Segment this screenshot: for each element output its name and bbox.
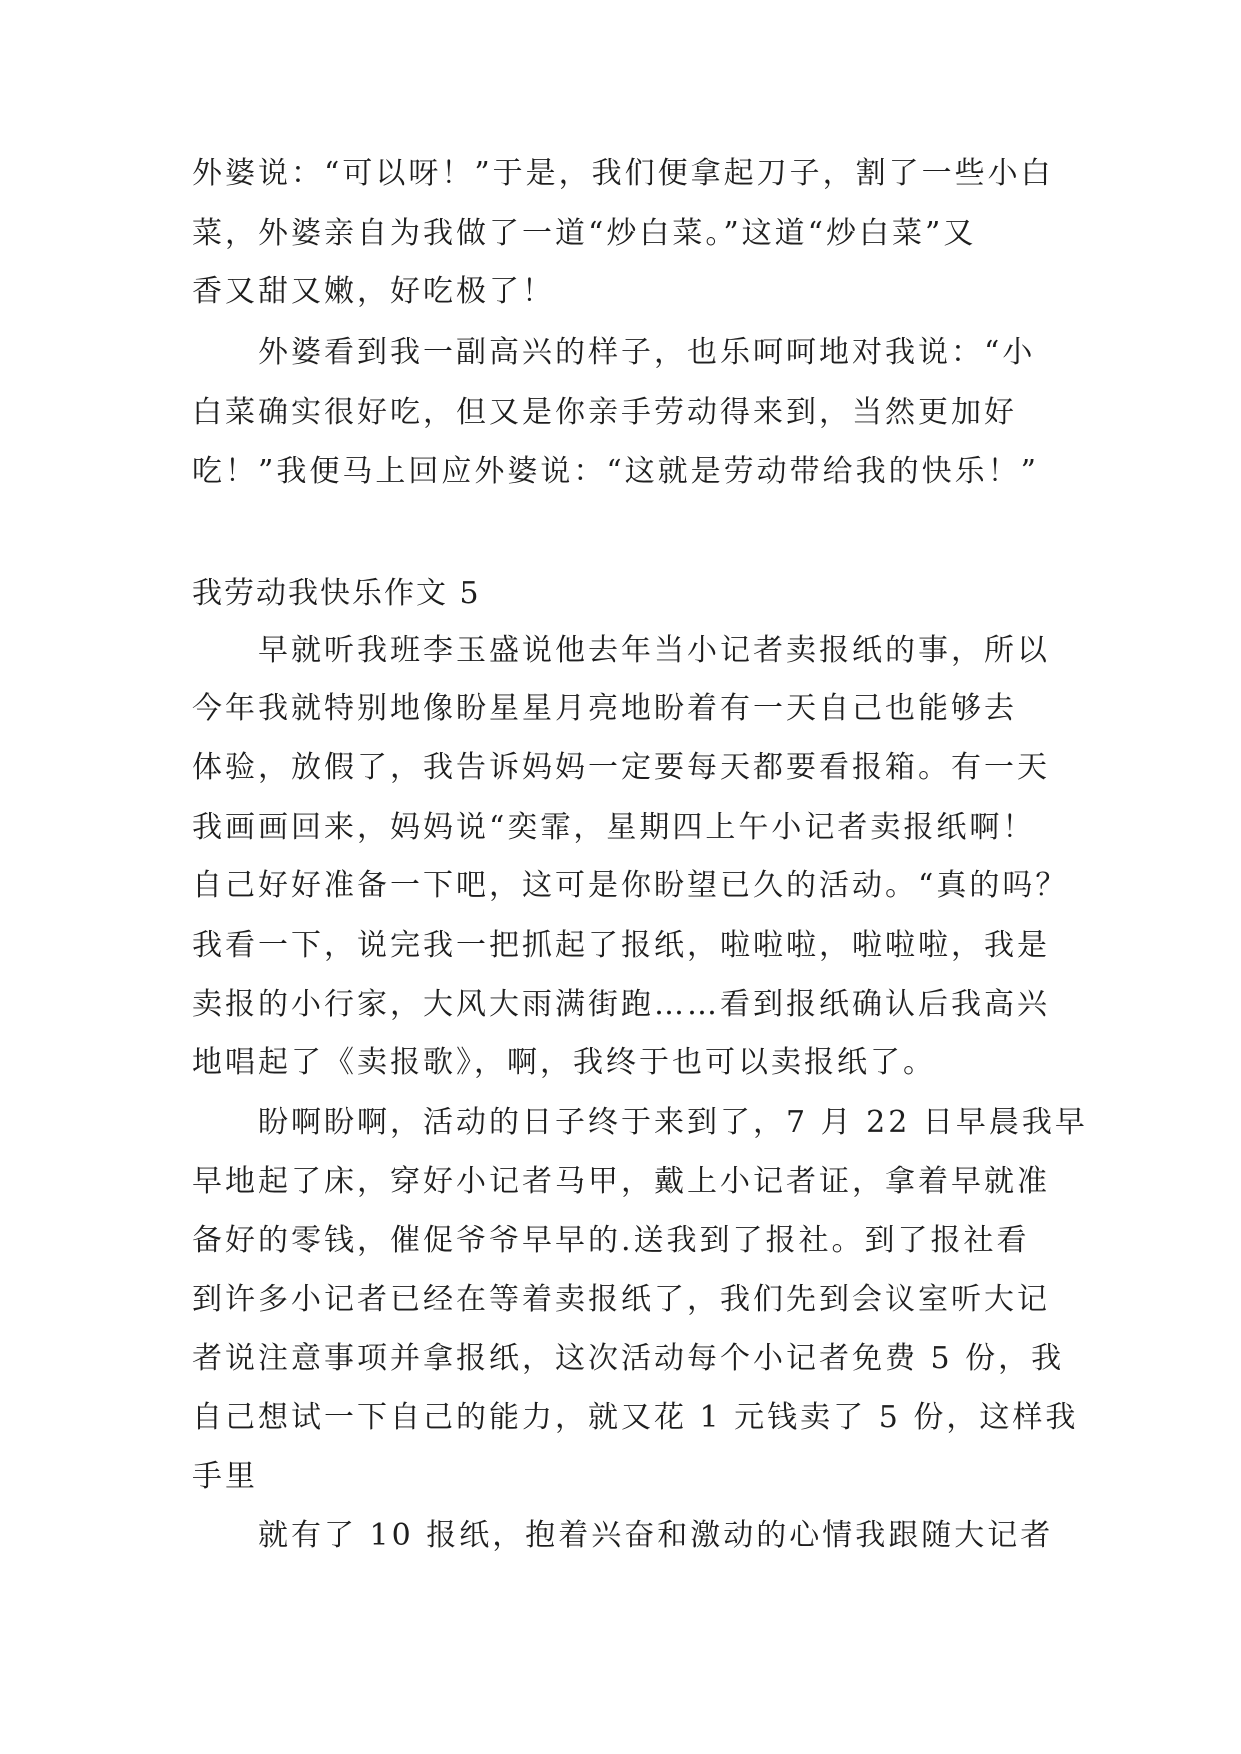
text-line: 手里 — [192, 1459, 258, 1494]
text-line: 自己好好准备一下吧，这可是你盼望已久的活动。“真的吗？ — [192, 868, 1069, 903]
text-line: 早地起了床，穿好小记者马甲，戴上小记者证，拿着早就准 — [192, 1164, 1050, 1199]
text-line: 地唱起了《卖报歌》，啊，我终于也可以卖报纸了。 — [192, 1045, 936, 1080]
text-line: 我画画回来，妈妈说“奕霏，星期四上午小记者卖报纸啊！ — [192, 810, 1036, 845]
text-line: 自己想试一下自己的能力，就又花 1 元钱卖了 5 份，这样我 — [192, 1400, 1079, 1435]
text-line: 体验，放假了，我告诉妈妈一定要每天都要看报箱。有一天 — [192, 750, 1050, 785]
text-line: 我看一下，说完我一把抓起了报纸，啦啦啦，啦啦啦，我是 — [192, 928, 1050, 963]
text-line: 卖报的小行家，大风大雨满街跑……看到报纸确认后我高兴 — [192, 987, 1050, 1022]
text-line: 外婆看到我一副高兴的样子，也乐呵呵地对我说：“小 — [258, 335, 1036, 370]
section-heading: 我劳动我快乐作文 5 — [192, 576, 481, 611]
text-line: 外婆说：“可以呀！”于是，我们便拿起刀子，割了一些小白 — [192, 156, 1054, 191]
text-line: 菜，外婆亲自为我做了一道“炒白菜。”这道“炒白菜”又 — [192, 216, 977, 251]
text-line: 白菜确实很好吃，但又是你亲手劳动得来到，当然更加好 — [192, 395, 1017, 430]
text-line: 到许多小记者已经在等着卖报纸了，我们先到会议室听大记 — [192, 1282, 1050, 1317]
text-line: 就有了 10 报纸，抱着兴奋和激动的心情我跟随大记者 — [258, 1518, 1054, 1553]
text-line: 盼啊盼啊，活动的日子终于来到了，7 月 22 日早晨我早 — [258, 1105, 1088, 1140]
text-line: 者说注意事项并拿报纸，这次活动每个小记者免费 5 份，我 — [192, 1341, 1065, 1376]
text-line: 早就听我班李玉盛说他去年当小记者卖报纸的事，所以 — [258, 633, 1050, 668]
text-line: 吃！”我便马上回应外婆说：“这就是劳动带给我的快乐！” — [192, 454, 1040, 489]
text-line: 香又甜又嫩，好吃极了！ — [192, 274, 555, 309]
text-line: 备好的零钱，催促爷爷早早的.送我到了报社。到了报社看 — [192, 1223, 1030, 1258]
text-line: 今年我就特别地像盼星星月亮地盼着有一天自己也能够去 — [192, 691, 1017, 726]
